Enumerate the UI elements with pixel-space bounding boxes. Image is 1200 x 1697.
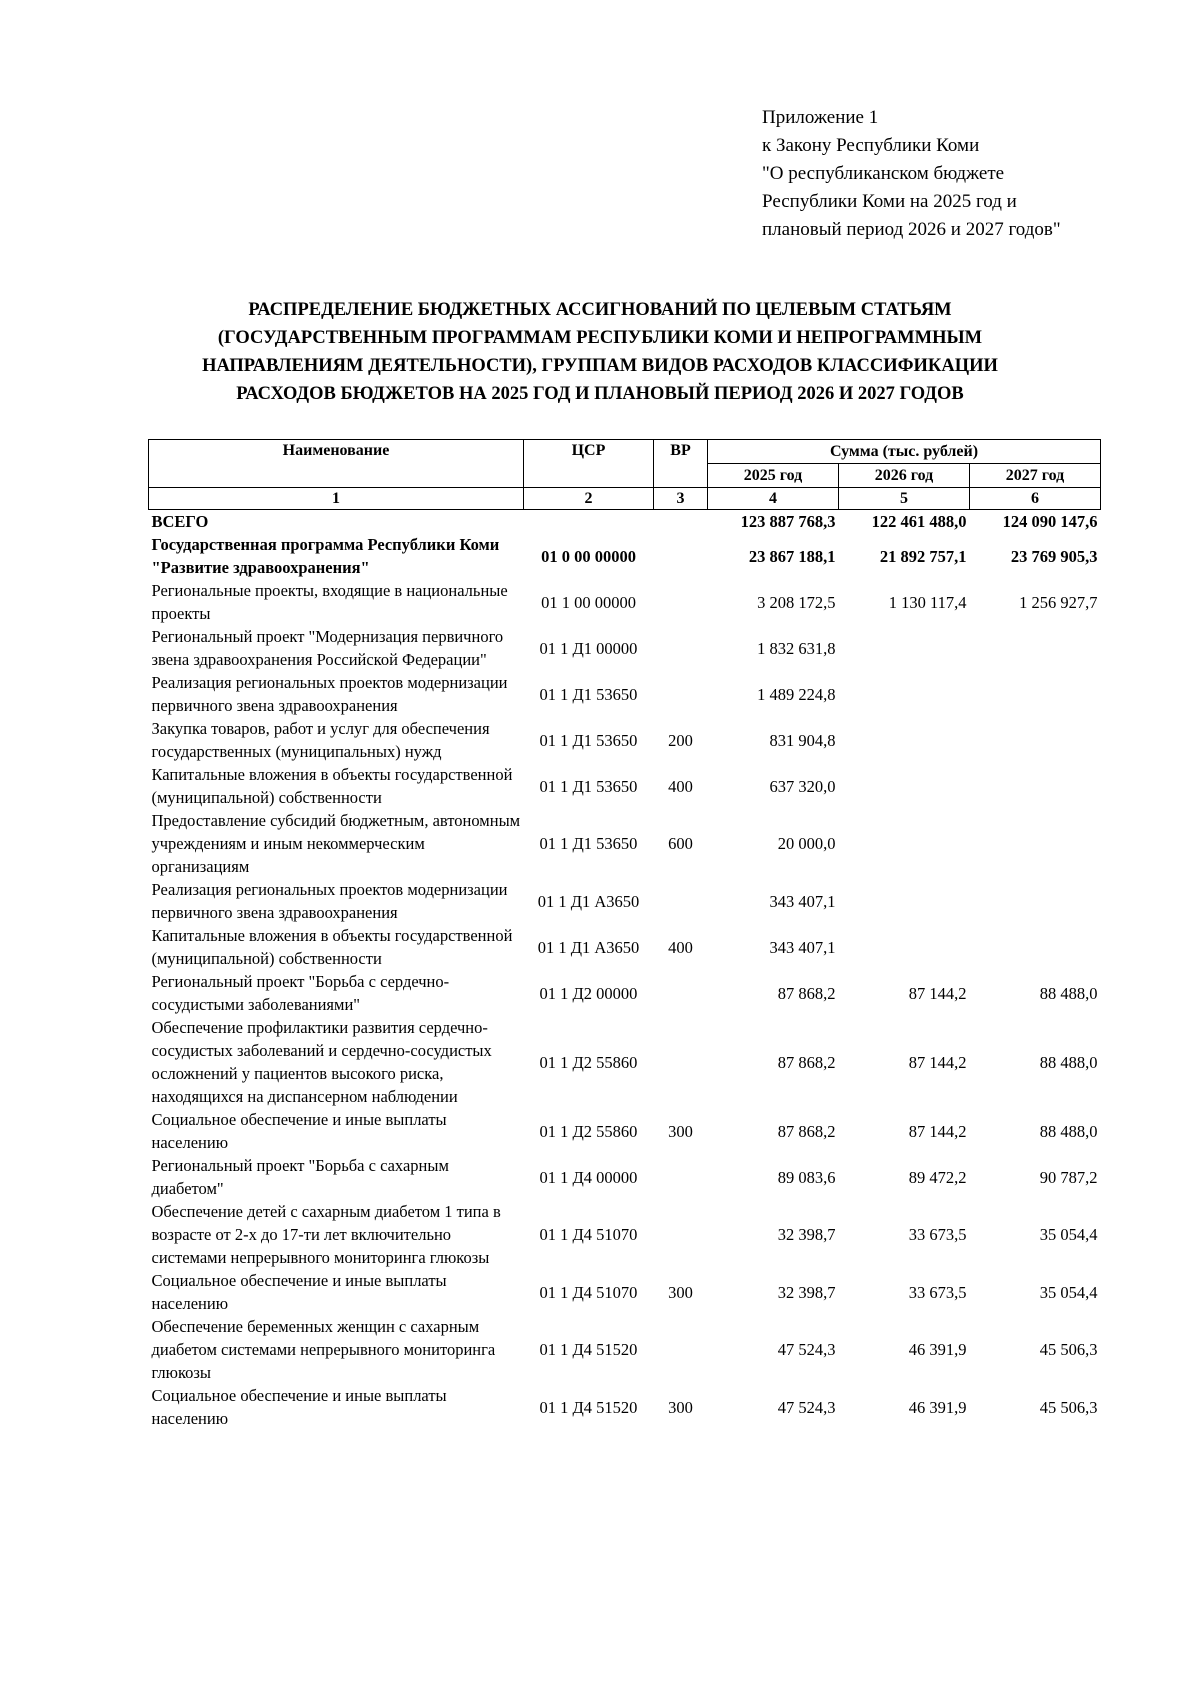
row-csr: 01 1 Д4 51520 — [539, 1340, 638, 1359]
table-body — [149, 510, 1101, 1431]
row-sum-2027: 35 054,4 — [1039, 1282, 1098, 1302]
row-name: Социальное обеспечение и иные выплаты населению — [151, 1110, 447, 1152]
colnum: 3 — [654, 488, 708, 510]
row-sum-2025: 87 868,2 — [777, 1052, 836, 1072]
row-sum-2025: 343 407,1 — [769, 891, 836, 911]
row-sum-2025: 47 524,3 — [777, 1340, 836, 1359]
row-sum-2026: 33 673,5 — [908, 1282, 967, 1302]
row-name: Социальное обеспечение и иные выплаты населению — [151, 1271, 447, 1313]
row-sum-2026: 122 461 488,0 — [871, 512, 967, 531]
row-csr: 01 1 Д1 А3650 — [537, 891, 640, 911]
row-csr: 01 1 00 00000 — [541, 592, 636, 612]
title-line: (ГОСУДАРСТВЕННЫМ ПРОГРАММАМ РЕСПУБЛИКИ КОМИ И НЕПРОГРАММНЫМ — [217, 328, 983, 348]
row-vr — [654, 510, 708, 534]
table-row — [149, 1154, 1101, 1200]
row-sum-2027 — [970, 924, 1101, 970]
row-csr: 01 1 Д1 53650 — [539, 730, 638, 750]
row-vr: 300 — [668, 1121, 693, 1141]
row-sum-2027: 23 769 905,3 — [1010, 546, 1098, 566]
row-sum-2026: 21 892 757,1 — [879, 546, 967, 566]
row-sum-2026 — [839, 809, 970, 878]
header-sum: Сумма (тыс. рублей) — [708, 440, 1101, 464]
row-sum-2025: 20 000,0 — [777, 834, 836, 853]
appendix-line: плановый период 2026 и 2027 годов" — [762, 219, 1061, 240]
row-sum-2025: 32 398,7 — [777, 1225, 836, 1244]
table-row — [149, 1108, 1101, 1154]
row-sum-2026: 87 144,2 — [908, 1052, 967, 1072]
table-row — [149, 579, 1101, 625]
row-sum-2025: 1 489 224,8 — [757, 684, 836, 704]
row-sum-2027 — [970, 809, 1101, 878]
row-name: Капитальные вложения в объекты государственной (муниципальной) собственности — [151, 765, 513, 807]
title-line: НАПРАВЛЕНИЯМ ДЕЯТЕЛЬНОСТИ), ГРУППАМ ВИДОВ РАСХОДОВ КЛАССИФИКАЦИИ — [202, 356, 998, 376]
row-sum-2027 — [970, 671, 1101, 717]
row-sum-2025: 32 398,7 — [777, 1282, 836, 1302]
row-sum-2025: 47 524,3 — [777, 1397, 836, 1417]
row-name: Реализация региональных проектов модернизации первичного звена здравоохранения — [151, 673, 508, 715]
row-csr: 01 1 Д1 А3650 — [537, 937, 640, 957]
row-vr: 300 — [668, 1397, 693, 1417]
row-csr: 01 1 Д2 00000 — [539, 983, 638, 1003]
row-sum-2027 — [970, 625, 1101, 671]
row-sum-2027: 45 506,3 — [1039, 1340, 1098, 1359]
header-2027: 2027 год — [970, 464, 1101, 488]
row-sum-2026: 87 144,2 — [908, 983, 967, 1003]
row-sum-2026 — [839, 763, 970, 809]
appendix-line: Приложение 1 — [762, 107, 879, 128]
row-csr: 01 1 Д1 53650 — [539, 834, 638, 853]
row-csr: 01 1 Д1 53650 — [539, 776, 638, 796]
row-csr: 01 1 Д4 00000 — [539, 1167, 638, 1187]
row-vr — [654, 970, 708, 1016]
row-sum-2026: 89 472,2 — [908, 1167, 967, 1187]
colnum: 1 — [149, 488, 524, 510]
row-name: ВСЕГО — [151, 512, 209, 531]
row-vr: 300 — [668, 1282, 693, 1302]
row-sum-2025: 1 832 631,8 — [757, 638, 836, 658]
row-sum-2025: 87 868,2 — [777, 1121, 836, 1141]
row-vr — [654, 1016, 708, 1108]
row-vr — [654, 1154, 708, 1200]
row-name: Обеспечение профилактики развития сердечно-сосудистых заболеваний и сердечно-сосудистых осложнений у пациентов высокого риска, находящихся на диспансерном наблюдении — [151, 1018, 492, 1106]
table-row — [149, 510, 1101, 534]
table-row — [149, 1384, 1101, 1430]
header-2026: 2026 год — [839, 464, 970, 488]
row-vr — [654, 625, 708, 671]
table-row — [149, 717, 1101, 763]
table-row — [149, 1269, 1101, 1315]
row-vr — [654, 878, 708, 924]
header-vr: ВР — [654, 440, 708, 488]
row-sum-2025: 343 407,1 — [769, 937, 836, 957]
document-title — [140, 296, 1060, 408]
row-sum-2025: 831 904,8 — [769, 730, 836, 750]
table-row — [149, 671, 1101, 717]
row-vr — [654, 1200, 708, 1269]
title-line: РАСХОДОВ БЮДЖЕТОВ НА 2025 ГОД И ПЛАНОВЫЙ ПЕРИОД 2026 И 2027 ГОДОВ — [236, 384, 964, 404]
row-name: Обеспечение беременных женщин с сахарным диабетом системами непрерывного мониторинга глюкозы — [151, 1317, 496, 1382]
table-row — [149, 1200, 1101, 1269]
row-sum-2027: 1 256 927,7 — [1019, 592, 1098, 612]
row-csr: 01 1 Д1 00000 — [539, 638, 638, 658]
row-vr — [654, 1315, 708, 1384]
row-sum-2026: 87 144,2 — [908, 1121, 967, 1141]
row-vr: 400 — [668, 937, 693, 957]
header-csr: ЦСР — [524, 440, 654, 488]
row-name: Капитальные вложения в объекты государственной (муниципальной) собственности — [151, 926, 513, 968]
row-name: Закупка товаров, работ и услуг для обеспечения государственных (муниципальных) нужд — [151, 719, 490, 761]
appendix-note — [762, 104, 1061, 244]
row-sum-2027 — [970, 878, 1101, 924]
colnum: 2 — [524, 488, 654, 510]
row-vr — [654, 671, 708, 717]
row-sum-2026 — [839, 878, 970, 924]
title-line: РАСПРЕДЕЛЕНИЕ БЮДЖЕТНЫХ АССИГНОВАНИЙ ПО ЦЕЛЕВЫМ СТАТЬЯМ — [248, 300, 952, 320]
row-name: Предоставление субсидий бюджетным, автономным учреждениям и иным некоммерческим организациям — [151, 811, 521, 876]
table-row — [149, 1016, 1101, 1108]
row-sum-2027: 35 054,4 — [1039, 1225, 1098, 1244]
row-sum-2027 — [970, 763, 1101, 809]
table-row — [149, 763, 1101, 809]
row-name: Региональный проект "Борьба с сахарным диабетом" — [151, 1156, 449, 1198]
row-name: Обеспечение детей с сахарным диабетом 1 типа в возрасте от 2-х до 17-ти лет включительно системами непрерывного мониторинга глюкозы — [151, 1202, 501, 1267]
table-row — [149, 533, 1101, 579]
header-name: Наименование — [149, 440, 524, 488]
row-csr: 01 1 Д2 55860 — [539, 1121, 638, 1141]
row-csr: 01 1 Д1 53650 — [539, 684, 638, 704]
row-sum-2025: 3 208 172,5 — [757, 592, 836, 612]
colnum: 5 — [839, 488, 970, 510]
row-sum-2027: 88 488,0 — [1039, 983, 1098, 1003]
header-2025: 2025 год — [708, 464, 839, 488]
row-sum-2026: 46 391,9 — [908, 1397, 967, 1417]
colnum: 6 — [970, 488, 1101, 510]
row-sum-2026 — [839, 717, 970, 763]
row-name: Государственная программа Республики Коми "Развитие здравоохранения" — [151, 535, 500, 577]
row-vr: 600 — [668, 834, 693, 853]
row-csr: 01 1 Д4 51070 — [539, 1282, 638, 1302]
budget-table — [148, 439, 1101, 1430]
row-sum-2027: 88 488,0 — [1039, 1121, 1098, 1141]
row-sum-2025: 87 868,2 — [777, 983, 836, 1003]
row-name: Региональный проект "Модернизация первичного звена здравоохранения Российской Федерации" — [151, 627, 504, 669]
row-csr: 01 1 Д2 55860 — [539, 1052, 638, 1072]
row-vr: 200 — [668, 730, 693, 750]
table-row — [149, 924, 1101, 970]
row-sum-2027 — [970, 717, 1101, 763]
row-name: Региональный проект "Борьба с сердечно-сосудистыми заболеваниями" — [151, 972, 450, 1014]
row-csr: 01 0 00 00000 — [541, 546, 636, 566]
row-name: Реализация региональных проектов модернизации первичного звена здравоохранения — [151, 880, 508, 922]
table-row — [149, 625, 1101, 671]
row-csr — [524, 510, 654, 534]
row-sum-2026 — [839, 671, 970, 717]
row-sum-2025: 23 867 188,1 — [748, 546, 836, 566]
row-name: Региональные проекты, входящие в национальные проекты — [151, 581, 508, 623]
table-row — [149, 878, 1101, 924]
row-vr — [654, 579, 708, 625]
row-vr — [654, 533, 708, 579]
row-sum-2025: 123 887 768,3 — [740, 512, 836, 531]
row-sum-2026: 46 391,9 — [908, 1340, 967, 1359]
table-row — [149, 970, 1101, 1016]
table-row — [149, 809, 1101, 878]
row-sum-2026: 1 130 117,4 — [888, 592, 967, 612]
row-sum-2027: 124 090 147,6 — [1002, 512, 1098, 531]
row-sum-2027: 90 787,2 — [1039, 1167, 1098, 1187]
row-name: Социальное обеспечение и иные выплаты населению — [151, 1386, 447, 1428]
row-sum-2027: 45 506,3 — [1039, 1397, 1098, 1417]
colnum: 4 — [708, 488, 839, 510]
row-sum-2025: 89 083,6 — [777, 1167, 836, 1187]
row-sum-2025: 637 320,0 — [769, 776, 836, 796]
appendix-line: к Закону Республики Коми — [762, 135, 980, 156]
row-csr: 01 1 Д4 51520 — [539, 1397, 638, 1417]
row-csr: 01 1 Д4 51070 — [539, 1225, 638, 1244]
row-sum-2026 — [839, 625, 970, 671]
row-vr: 400 — [668, 776, 693, 796]
appendix-line: "О республиканском бюджете — [762, 163, 1005, 184]
row-sum-2027: 88 488,0 — [1039, 1052, 1098, 1072]
row-sum-2026 — [839, 924, 970, 970]
row-sum-2026: 33 673,5 — [908, 1225, 967, 1244]
appendix-line: Республики Коми на 2025 год и — [762, 191, 1017, 212]
table-row — [149, 1315, 1101, 1384]
